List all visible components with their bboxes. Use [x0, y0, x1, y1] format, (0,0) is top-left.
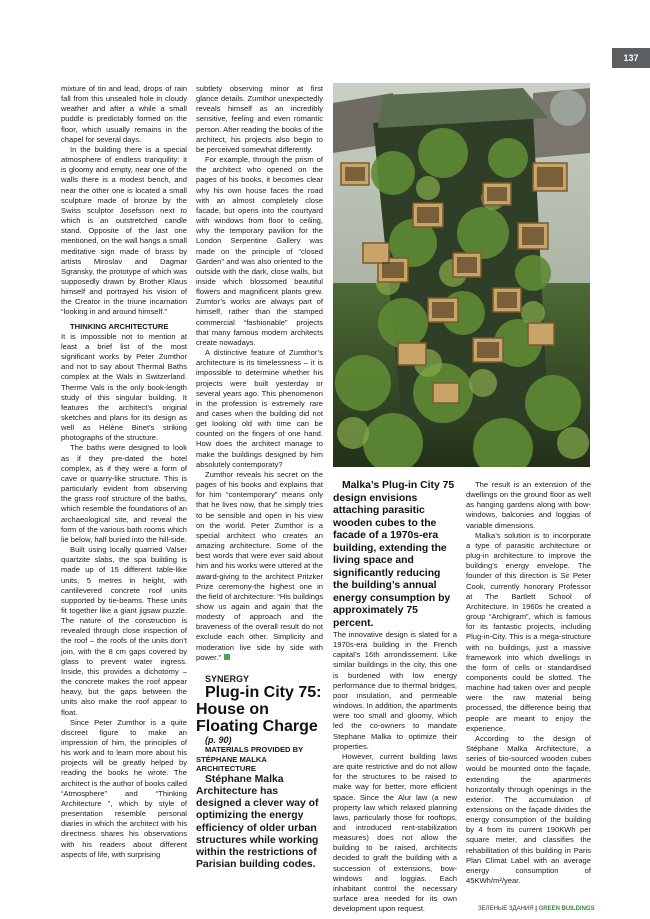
column-3: [333, 480, 457, 914]
article-title: Plug-in City 75: House on Floating Charge: [196, 684, 322, 736]
page-number: 137: [612, 48, 650, 68]
paragraph: A distinctive feature of Zumthor’s architecture is its timelessness – it is impossible to determine whether his projects were built yesterday or several years ago. This phenomenon in the profession is extremely rare and cases when the building did not get looking old with time can be counted on the fingers of one hand. How does the architect manage to make the buildings designed by him absolutely contemporaty?: [196, 348, 323, 469]
footer-separator: |: [535, 906, 537, 912]
paragraph: Since Peter Zumthor is a quite discreet figure to make an impression of him, the principles of his work and to learn more about his projects will be greatly helped by reading the books he wrote. The architect is the author of books called “Atmosphere” and “Thinking Architecture ”, which by style of presentation resemble personal diaries in which the architect with his directness shares his observations with his readers about different aspects of life, with surprising: [61, 717, 187, 859]
materials-credit: MATERIALS PROVIDED BY STÉPHANE MALKA ARCHITECTURE: [196, 745, 304, 774]
footer-ru: ЗЕЛЕНЫЕ ЗДАНИЯ: [478, 906, 534, 912]
paragraph: It is impossible not to mention at least a brief list of the most significant works by Peter Zumthor and not to say about Thermal Baths complex at the Wals in Switzerland. Therme Vals is the only book-length study of this singular building. It features the architect’s original sketches and plans for its design as well as Hélène Binet’s striking photographs of the structure.: [61, 331, 187, 443]
paragraph: The baths were designed to look as if they pre-dated the hotel complex, as if they were a form of cave or quarry-like structure. This is particularly evident from observing the grass roof structure of the baths, which resemble the foundations of an archaeological site, and reveal the form of the various bath rooms which lie below, half buried into the hill-side.: [61, 443, 187, 544]
paragraph-text: Zumthor reveals his secret on the pages of his books and explains that for him “contemporary” means only that he lives now, that he simply tries to be sensible and open in his view on the world. Peter Zumthor is a special architect who creates an amazing architecture. Some of the best words that were ever said about him and his works were uttered at the award-giving to the architect Pritzker Prize ceremony-the highest one in the field of architecture: “His buildings show us again and again that the modesty of approach and the braveness of the overall result do not exclude each other. Simplicity and moderation live side by side with power.”: [196, 469, 323, 662]
paragraph: Built using locally quarried Valser quartzite slabs, the spa building is made up of 15 different table-like units, 5 metres in height, with cantilevered concrete roof units supported by tie-beams. These units fit together like a giant jigsaw puzzle. The nature of the construction is revealed through close inspection of the roof – the roofs of the units don’t join, with the 8 cm gaps covered by glass to prevent water ingress. Inside, this provides a dichotomy – the concrete makes the roof appear heavy, but the gaps between the units also make the roof appear to float.: [61, 545, 187, 717]
paragraph: subtlety observing minor at first glance details. Zumthor unexpectedly reveals himself as an incredibly sensitive, feeling and even romantic person. After reading the books of the architect, his projects also begin to be perceived somewhat differently.: [196, 84, 323, 154]
end-mark-icon: [224, 654, 230, 660]
page-reference: (p. 90): [205, 735, 232, 746]
footer-en: GREEN BUILDINGS: [538, 906, 595, 912]
page-footer: [478, 906, 595, 912]
paragraph: In the building there is a special atmosphere of endless tranquility: it is gloomy and empty, near one of the walls there is a modest bench, and near the other one is located a small sculpture made of bronze by the Swiss sculptor Josefsson next to which is an outstretched candle stand. Opposite of the last one mentioned, on the wall hangs a small meditative sign made of brass by artists Miroslav and Dagmar Sgransky, the prototype of which was supposedly drawn by Brother Klaus himself and portrayed his vision of the Creator in the triune incarnation “looking in and around himself.”: [61, 144, 187, 317]
column-2: [196, 84, 323, 871]
section-label: SYNERGY: [205, 673, 250, 684]
paragraph: Malka’s solution is to incorporate a type of parasitic architecture or plug-in architecture to improve the building’s energy envelope. The founder of this direction is Sir Peter Cook, currently honorary Professor at The Bartlett School of Architecture. In 1960s he created a group “Archigram”, which is famous for its fantastic projects, including Plug-in-City. This is a mega-structure with no buildings, just a massive framework into which dwellings in the form of cells or standardised components could be slotted. The machine had taken over and people were the raw material being processed, the difference being that people are meant to enjoy the experience.: [466, 530, 591, 733]
article-intro: Stéphane Malka Architecture has designed a clever way of optimizing the energy efficiency of older urban structures while working within the restrictions of Parisian building codes.: [196, 773, 319, 871]
paragraph: However, current building laws are quite restrictive and do not allow for the structures to be raised to make way for better, more efficient space. Since the Alur law (a new property law which relaxed planning laws, particularly those for rooftops, and introduced rent-stabilization measures) does not allow the building to be raised, architects decided to graft the building with a succession of extensions, bow-windows and loggias. Each inhabitant control the necessary surface area needed for its own development upon request.: [333, 751, 457, 914]
paragraph: mixture of tin and lead, drops of rain fall from this unsealed hole in cloudy weather and after a while a small puddle is predictably formed on the floor, which usually remains in the chapel for several days.: [61, 84, 187, 144]
paragraph: The result is an extension of the dwellings on the ground floor as well as hanging gardens along with bow-windows, balconies and loggias of variable dimensions.: [466, 480, 591, 530]
paragraph: [196, 470, 323, 663]
column-4: [466, 480, 591, 886]
paragraph: For example, through the prism of the architect who opened on the pages of his books, it becomes clear why his own house faces the road with an almost completely close facade, but opens into the courtyard with windows from floor to ceiling, why the temporary pavilion for the London Serpentine Gallery was made on the principle of “closed Garden” and was also oriented to the outside with the dark, close walls, but inside which blossomed beautiful flowers and magnificent plants grew. Zumtor’s works are always part of himself, rather than the stamped commercial “fashionable” projects that many famous modern architects create nowadays.: [196, 155, 323, 347]
column-1: [61, 84, 187, 860]
paragraph: The innovative design is slated for a 1970s-era building in the French capital’s 16th arrondissement. Like similar buildings in the city, this one is burdened with low energy performance due to thermal bridges, poor insulation, and permeable windows. In addition, the apartments were too small and gloomy, which led the co-owners to mandate Stephane Malka to optimize their properties.: [333, 630, 457, 751]
building-photo: [333, 83, 590, 467]
paragraph: According to the design of Stéphane Malka Architecture, a series of bio-sourced wooden cubes would be mounted onto the façade, extending the apartments horizontally through openings in the exterior. The accumulation of extensions on the façade divides the energy consumption of the building by 4 from its current 190KWh per square meter, and classifies the rehabilitation of this building in Paris Plan Climat Label with an average energy consumption of 45KWh/m²/year.: [466, 733, 591, 886]
plug-in-city-rendering: [333, 83, 590, 467]
article-header: [196, 674, 323, 871]
article-lead: Malka’s Plug-in City 75 design envisions attaching parasitic wooden cubes to the facade of a 1970s-era building, extending the living space and significantly reducing the building’s annual energy consumption by approximately 75 percent.: [333, 480, 455, 629]
section-heading: THINKING ARCHITECTURE: [70, 321, 169, 331]
